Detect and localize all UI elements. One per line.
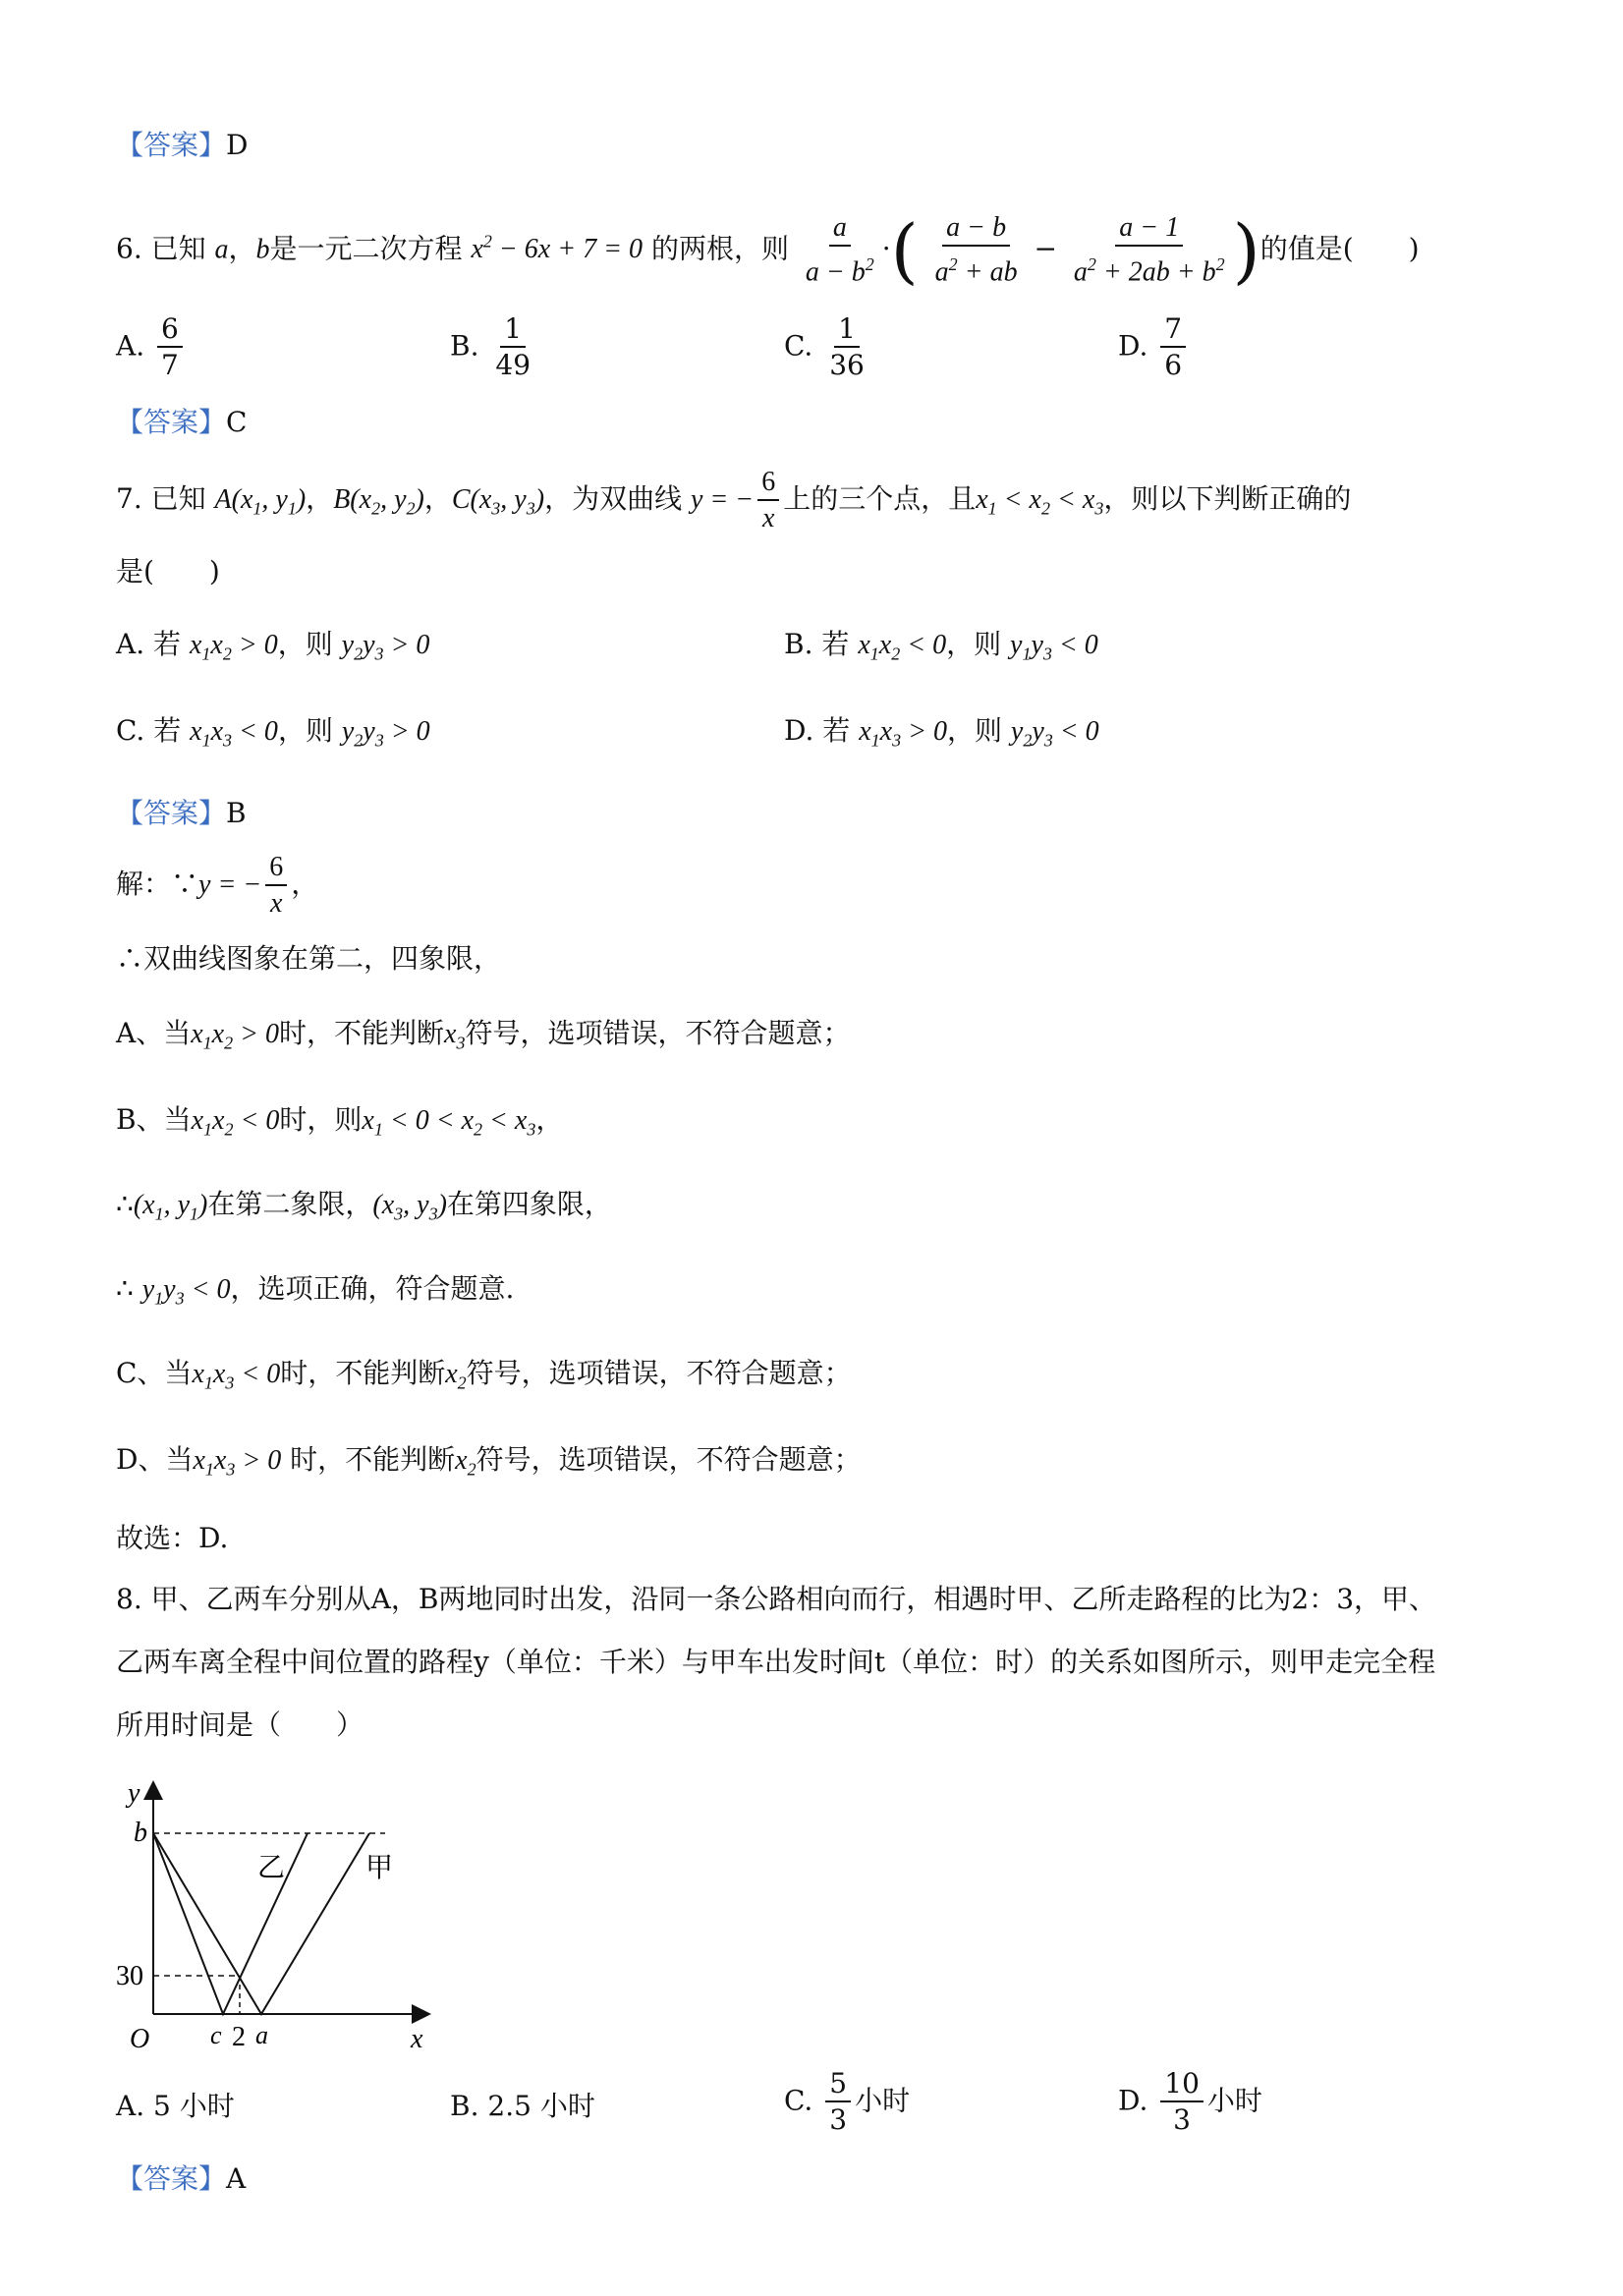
q7-option-b: B. 若 $x_1x_2 < 0$，则 $y_1y_3 < 0$ bbox=[784, 628, 1098, 664]
answer-q7: 【答案】B bbox=[116, 797, 247, 829]
q6-option-a: A. $\frac{6}{7}$ bbox=[116, 312, 187, 383]
q8-option-c: C. $\frac{5}{3}$ 小时 bbox=[784, 2067, 911, 2136]
q7-option-c: C. 若 $x_1x_3 < 0$，则 $y_2y_3 > 0$ bbox=[116, 714, 430, 751]
origin-label: O bbox=[130, 2024, 150, 2054]
q6-fraction-3: $\frac{a - 1}{a^2 + 2ab + b^2}$ bbox=[1073, 211, 1225, 287]
q7-solution-quadrant: ∴双曲线图象在第二，四象限， bbox=[116, 942, 502, 975]
x-axis-label: x bbox=[411, 2024, 423, 2054]
question-8-line1: 8. 甲、乙两车分别从A，B两地同时出发，沿同一条公路相向而行，相遇时甲、乙所走路程的比为2：3，甲、 bbox=[116, 1583, 1437, 1615]
q7-solution-conclusion: 故选：D. bbox=[116, 1522, 229, 1554]
answer-q5: 【答案】D bbox=[116, 129, 249, 161]
q6-option-c: C. $\frac{1}{36}$ bbox=[784, 312, 865, 381]
q6-fraction-2: $\frac{a - b}{a^2 + ab}$ bbox=[934, 211, 1018, 287]
label-2: 2 bbox=[232, 2022, 246, 2052]
q7-solution-y-product: ∴ $y_1y_3 < 0$，选项正确，符合题意. bbox=[116, 1272, 515, 1309]
q8-option-b: B. 2.5 小时 bbox=[450, 2090, 595, 2122]
question-7: 7. 已知 $A(x_1$, $y_1$)，$B(x_2$, $y_2$)，$C(x_3$, $y_3$)，为双曲线 y = − $\frac{6}{x}$ 上的三个点，且$x_1 < x_2 < x_3$，则以下判断正确的 bbox=[116, 466, 1352, 533]
c-label: c bbox=[210, 2021, 222, 2049]
a-label: a bbox=[255, 2021, 268, 2049]
question-6: 6. 已知 a，b是一元二次方程 $x^2 - 6x + 7 = 0$ 的两根，则 $\frac{a}{a - b^2}$ ·( $\frac{a - b}{a^2 + ab}$ − $\frac{a - 1}{a^2 + 2ab + b^2}$ )的值是( ) bbox=[116, 208, 1420, 292]
q7-solution-c: C、当$x_1x_3 < 0$时，不能判断$x_2$符号，选项错误，不符合题意； bbox=[116, 1357, 852, 1393]
answer-q6: 【答案】C bbox=[116, 406, 248, 438]
q8-option-a: A. 5 小时 bbox=[116, 2090, 235, 2122]
yi-label: 乙 bbox=[257, 1853, 286, 1883]
label-30: 30 bbox=[116, 1961, 143, 1991]
q8-option-d: D. $\frac{10}{3}$ 小时 bbox=[1118, 2067, 1262, 2136]
q6-option-b: B. $\frac{1}{49}$ bbox=[450, 312, 532, 381]
q7-solution-a: A、当$x_1x_2 > 0$时，不能判断$x_3$符号，选项错误，不符合题意； bbox=[116, 1017, 851, 1053]
q6-option-d: D. $\frac{7}{6}$ bbox=[1118, 312, 1190, 383]
answer-q8: 【答案】A bbox=[116, 2162, 247, 2195]
q7-solution-b: B、当$x_1x_2 < 0$时，则$x_1 < 0 < x_2 < x_3$， bbox=[116, 1103, 564, 1140]
q8-graph bbox=[108, 1772, 442, 2057]
q7-option-a: A. 若 $x_1x_2 > 0$，则 $y_2y_3 > 0$ bbox=[116, 628, 430, 664]
y-axis-label: y bbox=[128, 1778, 140, 1809]
question-8-line3: 所用时间是（ ） bbox=[116, 1708, 364, 1741]
q7-option-d: D. 若 $x_1x_3 > 0$，则 $y_2y_3 < 0$ bbox=[784, 714, 1099, 751]
question-8-line2: 乙两车离全程中间位置的路程y（单位：千米）与甲车出发时间t（单位：时）的关系如图所示，则甲走完全程 bbox=[116, 1646, 1436, 1678]
q7-solution-quadrant-points: $\therefore(x_1$, $y_1$)在第二象限，($x_3$, $y_3$)在第四象限， bbox=[116, 1188, 612, 1224]
q6-fraction-1: $\frac{a}{a - b^2}$ bbox=[805, 211, 874, 287]
question-7-line2: 是( ) bbox=[116, 555, 220, 588]
q7-solution-d: D、当$x_1x_3 > 0$ 时，不能判断$x_2$符号，选项错误，不符合题意； bbox=[116, 1443, 862, 1480]
q7-solution-intro: 解：∵y = − $\frac{6}{x}$ ， bbox=[116, 851, 319, 919]
b-label: b bbox=[134, 1818, 147, 1848]
jia-label: 甲 bbox=[365, 1853, 394, 1883]
